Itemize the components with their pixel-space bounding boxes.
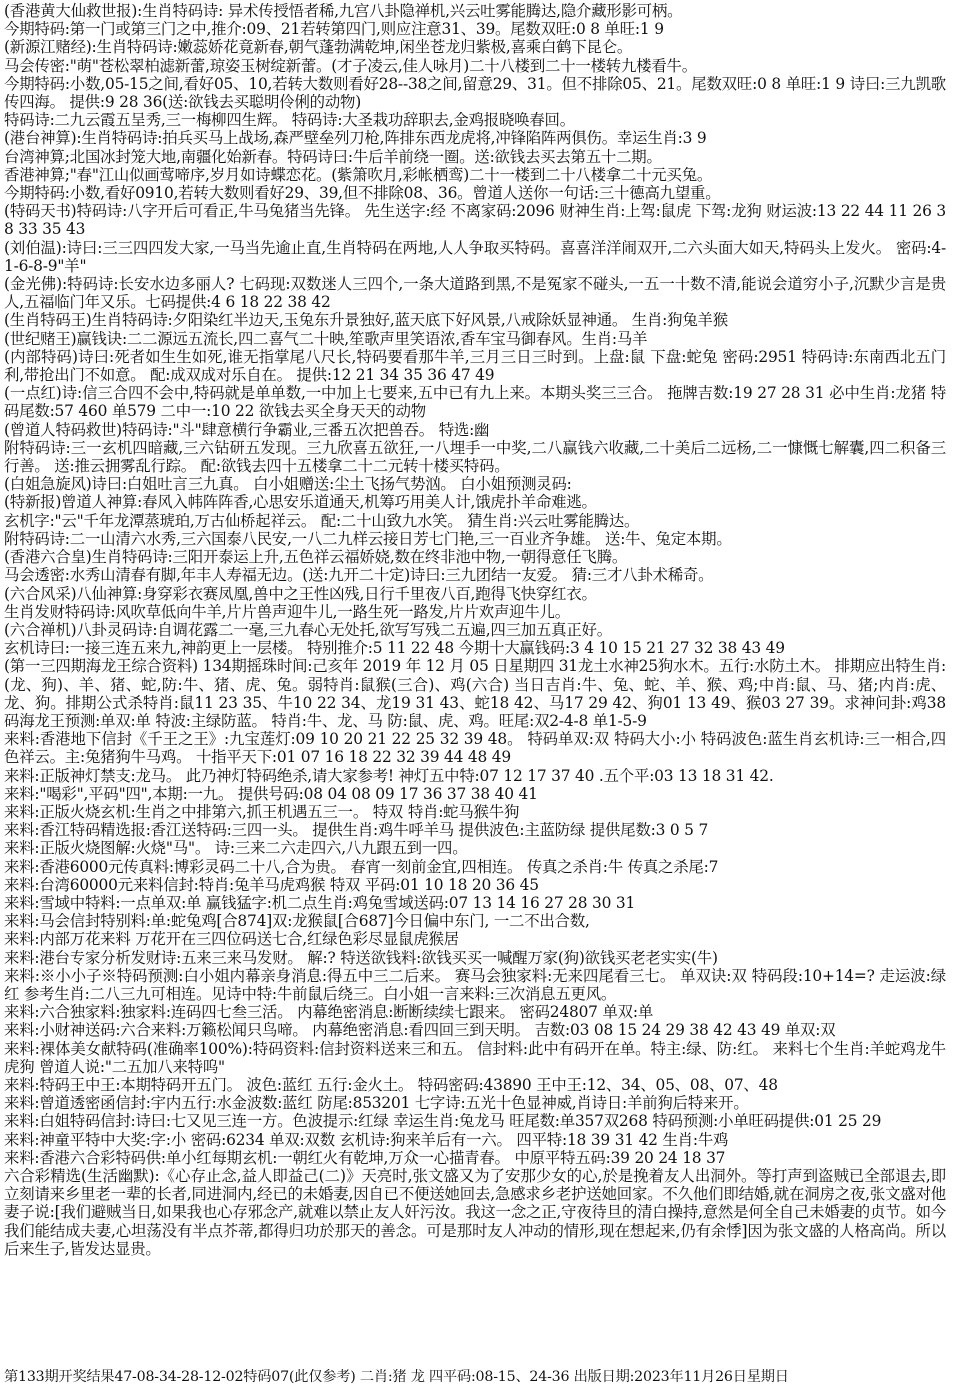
paragraph: (特新报)曾道人神算:春风入帏阵阵香,心思安乐道通天,机筹巧用美人计,饿虎扑羊命难逃。 xyxy=(4,493,597,512)
paragraph: 附特码诗:二一山清六水秀,三六国泰八民安,一八二九样云接日芳七门艳,三一百业齐争雄。 送:牛、兔定本期。 xyxy=(4,529,732,548)
paragraph: 来料:正版火烧图解:火烧"马"。 诗:三来二六走四六,八九跟五到一四。 xyxy=(4,839,468,858)
paragraph: (世纪赌王)赢钱诀:二二源远五流长,四二喜气二十映,笙歌声里笑语浓,香车宝马御春风。生肖:马羊 xyxy=(4,329,648,348)
paragraph: 来料:小财神送码:六合来料:万籁松闻只鸟啼。 内幕绝密消息:看四回三到天明。 吉数:03 08 15 24 29 38 42 43 49 单双:双 xyxy=(4,1021,836,1040)
paragraph: 来料:马会信封特别料:单:蛇兔鸡[合874]双:龙猴鼠[合687]今日偏中东门, 一二不出合数, xyxy=(4,912,590,931)
paragraph: 来料:雪域中特料:一点单双:单 赢钱猛字:机二点生肖:鸡兔雪域送码:07 13 14 16 27 28 30 31 xyxy=(4,893,636,912)
paragraph: 来料:白姐特码信封:诗曰:七又见三连一方。色波提示:红绿 幸运生肖:兔龙马 旺尾数:单357双268 特码预测:小单旺码提供:01 25 29 xyxy=(4,1112,882,1131)
paragraph: 特码诗:二九云霞五呈秀,三一梅柳四生辉。 特码诗:大圣栽功辞职去,金鸡报晓唤春回。 xyxy=(4,111,575,130)
paragraph: 玄机字:"云"千年龙潭蒸琥珀,万古仙桥起祥云。 配:二十山致九水笑。 猜生肖:兴云吐雾能腾达。 xyxy=(4,511,640,530)
paragraph: (六合禅机)八卦灵码诗:自调花露二一毫,三九春心无处托,欲写写残二五遍,四三加五真正好。 xyxy=(4,620,612,639)
paragraph: (曾道人特码救世)特码诗:"斗"肆意横行争霸业,三番五次把兽吞。 特选:幽 xyxy=(4,420,490,439)
paragraph: 马会传密:"萌"苍松翠柏滤新蕾,琼姿玉树绽新蕾。(才子凌云,佳人咏月)二十八楼到二十一楼转九楼看牛。 xyxy=(4,56,697,75)
paragraph: (白姐急旋风)诗曰:白姐吐言三九真。 白小姐赠送:尘土飞扬气势汹。 白小姐预测灵码: xyxy=(4,475,572,494)
paragraph: 今期特码:第一门或第三门之中,推介:09、21若转第四门,则应注意31、39。尾数双旺:0 8 单旺:1 9 xyxy=(4,20,664,39)
paragraph: 马会透密:水秀山清春有脚,年丰人寿福无边。(送:九开二十定)诗曰:三九团结一友爱。 猜:三才八卦术稀奇。 xyxy=(4,566,714,585)
paragraph: 玄机诗曰:一接三连五来九,神韵更上一层楼。 特别推介:5 11 22 48 今期十大赢钱码:3 4 10 15 21 27 32 38 43 49 xyxy=(4,639,785,658)
paragraph: (一点红)诗:信三合四不会中,特码就是单单数,一中加上七要来,五中已有九上来。本期头奖三三合。 拖牌吉数:19 27 28 31 必中生肖:龙猪 特码尾数:57 460 单579 二中一:10 22 欲钱去买全身天天的动物 xyxy=(4,384,946,421)
paragraph: (刘伯温):诗曰:三三四四发大家,一马当先逾止直,生肖特码在两地,人人争取买特码。喜喜洋洋闹双开,二六头面大如天,特码头上发火。 密码:4-1-6-8-9"羊" xyxy=(4,238,946,275)
paragraph: 来料:"喝彩",平码"四",本期:一九。 提供号码:08 04 08 09 17 36 37 38 40 41 xyxy=(4,784,538,803)
paragraph: (六合风采)八仙神算:身穿彩衣赛凤凰,兽中之王性凶残,日行千里夜八百,跑得飞快穿红衣。 xyxy=(4,584,597,603)
paragraph: 香港神算;"春"江山似画莺啼序,岁月如诗蝶恋花。(紫箫吹月,彩帐栖鸾)二十一楼到二十八楼拿二十元买兔。 xyxy=(4,165,713,184)
paragraph: 来料:神童平特中大奖:字:小 密码:6234 单双:双数 玄机诗:狗来羊后有一六。 四平特:18 39 31 42 生肖:牛鸡 xyxy=(4,1130,729,1149)
paragraph: 附特码诗:三一玄机四暗藏,三六钻研五发现。三九欣喜五欲狂,一八埋手一中奖,二八赢钱六收藏,二十美后二远杨,二一慷慨七解囊,四二积备三行善。 送:推云拥雾乱行踪。 配:欲钱去四十五楼拿二十二元转十楼买特码。 xyxy=(4,438,946,476)
paragraph: 来料:曾道透密函信封:宇内五行:水金波数:蓝红 防尾:853201 七字诗:五光十色显神威,肖诗日:羊前狗后特来开。 xyxy=(4,1094,749,1113)
paragraph: (生肖特码王)生肖特码诗:夕阳染红半边天,玉兔东升景独好,蓝天底下好风景,八戒除妖显神通。 生肖:狗兔羊猴 xyxy=(4,311,728,330)
paragraph: 来料:香江特码精选报:香江送特码:三四一头。 提供生肖:鸡牛呼羊马 提供波色:主蓝防绿 提供尾数:3 0 5 7 xyxy=(4,821,709,840)
paragraph: (第一三四期海龙王综合资料) 134期摇珠时间:己亥年 2019 年 12 月 05 日星期四 31龙土水神25狗水木。五行:水防土木。 排期应出特生肖:(龙、狗)、羊、猪、蛇,防:牛、猪、虎、兔。弱特肖:鼠猴(三合)、鸡(六合) 当日吉肖:牛、兔、蛇、羊、猴、鸡;中肖:鼠、马、猪;内肖:虎、龙、狗。排期公式杀特肖:鼠11 23 35、牛10 22 34、龙19 31 43、蛇18 42、马17 29 42、狗01 13 49、猴03 27 39。求神问卦:鸡38 码海龙王预测:单双:单 特波:主绿防蓝。 特肖:牛、龙、马 防:鼠、虎、鸡。旺尾:双2-4-8 单1-5-9 xyxy=(4,657,951,730)
paragraph: 台湾神算;北国冰封笼大地,南疆化始新春。特码诗曰:牛后羊前绕一圈。送:欲钱去买去第五十二期。 xyxy=(4,147,662,166)
paragraph: 来料:特码王中王:本期特码开五门。 波色:蓝红 五行:金火土。 特码密码:43890 王中王:12、34、05、08、07、48 xyxy=(4,1075,778,1094)
paragraph: 来料:香港6000元传真料:博彩灵码二十八,合为贵。 春宵一刻前金宜,四相连。 传真之杀肖:牛 传真之杀尾:7 xyxy=(4,857,719,876)
paragraph: (金光佛):特码诗:长安水边多丽人? 七码现:双数迷人三四个,一条大道路到黑,不是冤家不碰头,一五一十数不清,能说会道穷小子,沉默少言是贵人,五福临门年又乐。七码提供:4 6 18 22 38 42 xyxy=(4,275,946,312)
paragraph: (内部特码)诗曰:死者如生生如死,谁无指掌尾八尺长,特码要看那牛羊,三月三日三时到。上盘:鼠 下盘:蛇兔 密码:2951 特码诗:东南西北五门利,带抢出门不如意。 配:成双成对乐自在。 提供:12 21 34 35 36 47 49 xyxy=(4,347,946,385)
paragraph: 来料:香港六合彩特码供:单小红每期玄机:一朝红火有乾坤,万众一心描青春。 中原平特五码:39 20 24 18 37 xyxy=(4,1148,726,1167)
paragraph: 来料:※小小子※特码预测:白小姐内幕亲身消息:得五中三二后来。 赛马会独家料:无来四尾看三七。 单双诀:双 特码段:10+14=? 走运波:绿红 参考生肖:二八三九可相连。见诗中特:牛前鼠后绕三。白小姐一言来料:三次消息五更风。 xyxy=(4,966,946,1003)
paragraph: 来料:内部万花来料 万花开在三四位码送七合,红绿色彩尽显鼠虎猴居 xyxy=(4,930,459,949)
paragraph: 来料:裸体美女献特码(准确率100%):特码资料:信封资料送来三和五。 信封料:此中有码开在单。特主:绿、防:红。 来料七个生肖:羊蛇鸡龙牛虎狗 曾道人说:"二五加八来特呜" xyxy=(4,1039,946,1076)
paragraph: (香港六合皇)生肖特码诗:三阳开泰运上升,五色祥云福娇娆,数在终非池中物,一朝得意任飞腾。 xyxy=(4,548,628,567)
paragraph: (港台神算):生肖特码诗:拍兵买马上战场,森严壁垒列刀枪,阵排东西龙虎将,冲锋陷阵两俱伤。幸运生肖:3 9 xyxy=(4,129,707,148)
results-footer: 第133期开奖结果47-08-34-28-12-02特码07(此仅参考) 二肖:猪 龙 四平码:08-15、24-36 出版日期:2023年11月26日星期日 xyxy=(4,1369,789,1385)
paragraph: (香港黄大仙救世报):生肖特码诗: 异术传授悟者稀,九宫八卦隐禅机,兴云吐雾能腾达,隐介藏形影可柄。 xyxy=(4,2,683,20)
paragraph: 生肖发财特码诗:风吹草低向牛羊,片片兽声迎牛儿,一路生死一路发,片片欢声迎牛儿。 xyxy=(4,602,570,621)
paragraph: (特码天书)特码诗:八字开后可看正,牛马兔猪当先锋。 先生送字:经 不离家码:2096 财神生肖:上驾:鼠虎 下驾:龙狗 财运波:13 22 44 11 26 38 33 35 43 xyxy=(4,202,946,239)
paragraph: 来料:正版火烧玄机:生肖之中排第六,抓王机遇五三一。 特双 特肖:蛇马猴牛狗 xyxy=(4,802,520,821)
paragraph: 今期特码:小数,看好0910,若转大数则看好29、39,但不排除08、36。曾道人送你一句话:三十德高九望重。 xyxy=(4,184,721,203)
paragraph: (新源江赌经):生肖特码诗:嫩蕊娇花竟新春,朝气蓬勃满乾坤,闲坐苍龙归紫极,喜乘白鹤下昆仑。 xyxy=(4,38,633,57)
paragraph: 今期特码:小数,05-15之间,看好05、10,若转大数则看好28--38之间,留意29、31。但不排除05、21。尾数双旺:0 8 单旺:1 9 诗曰:三九凯歌传四海。 提供:9 28 36(送:欲钱去买聪明伶俐的动物) xyxy=(4,74,946,112)
paragraph: 来料:台湾60000元来料信封:特肖:兔羊马虎鸡猴 特双 平码:01 10 18 20 36 45 xyxy=(4,875,539,894)
paragraph: 来料:正版神灯禁支:龙马。 此乃神灯特码绝杀,请大家参考! 神灯五中特:07 12 17 37 40 .五个平:03 13 18 31 42. xyxy=(4,766,774,785)
paragraph: 六合彩精选(生活幽默):《心存止念,益人即益己(二)》天亮时,张文盛又为了安那少女的心,於是挽着友人出洞外。等打声到盗贼已全部退去,即立刻请来乡里老一辈的长者,同进洞内,经已的未婚妻,因自已不便送她回去,急感求乡老护送她回家。不久他们即结婚,就在洞房之夜,张文盛对他妻子说:[我们避贼当日,如果我也心存邪念产,就难以禁止友人奸污汝。我这一念之正,守夜待旦的清白操持,意然是何全自己未婚妻的贞节。如今我们能结成夫妻,心坦荡没有半点芥蒂,都得归功於那天的善念。可是那时友人冲动的情形,现在想起来,仍有余悸]因为张文盛的人格高尚。所以后来生子,皆发达显贵。 xyxy=(4,1167,946,1258)
paragraph: 来料:港台专家分析发财诗:五来三来马发财。 解:? 特送欲钱料:欲钱买买一喊醒万家(狗)欲钱买老老实实(牛) xyxy=(4,948,718,967)
paragraph: 来料:六合独家料:独家料:连码四七叁三活。 内幕绝密消息:断断续续七跟来。 密码24807 单双:单 xyxy=(4,1003,654,1022)
paragraph: 来料:香港地下信封《千王之王》:九宝莲灯:09 10 20 21 22 25 32 39 48。 特码单双:双 特码大小:小 特码波色:蓝生肖玄机诗:三一相合,四色祥云。主:兔猪狗牛马鸡。 十指平天下:01 07 16 18 22 32 39 44 48 49 xyxy=(4,730,946,767)
